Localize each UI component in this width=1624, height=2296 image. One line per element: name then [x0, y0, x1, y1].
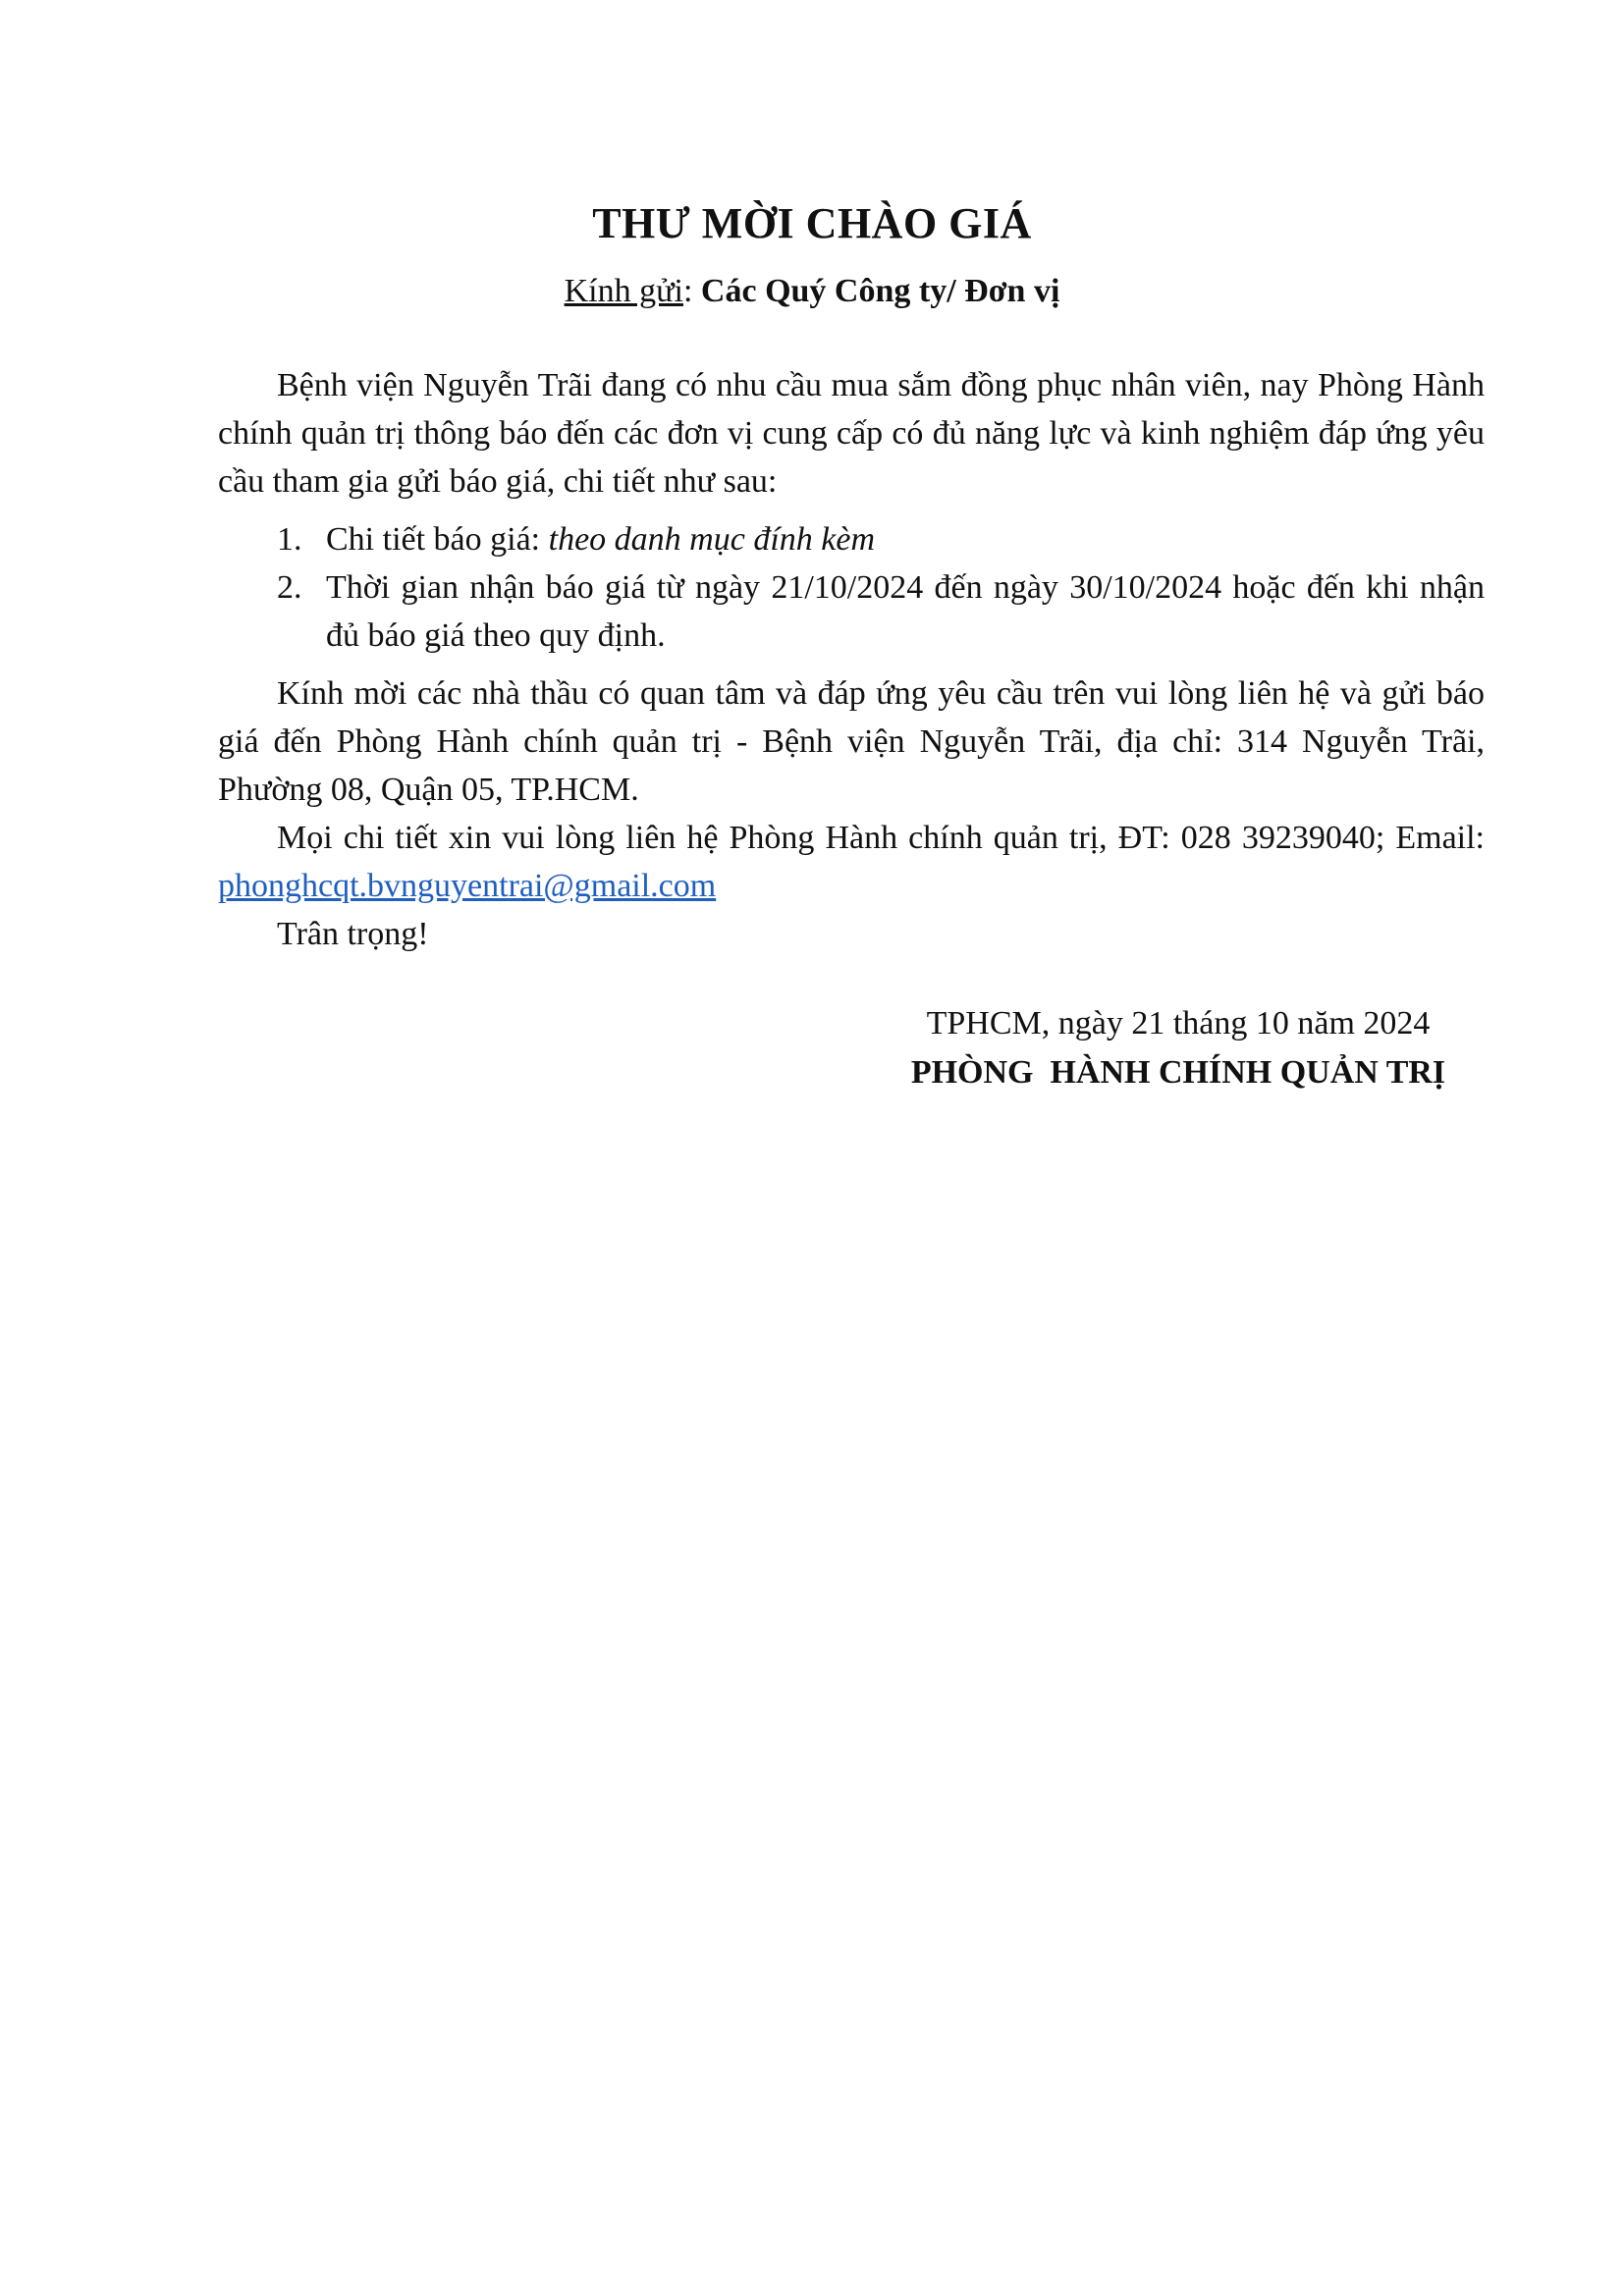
list-item-number: 2. [277, 569, 302, 606]
salutation-recipient: Các Quý Công ty/ Đơn vị [700, 273, 1060, 309]
email-link[interactable]: phonghcqt.bvnguyentrai@gmail.com [218, 868, 717, 904]
signature-department: PHÒNG HÀNH CHÍNH QUẢN TRỊ [910, 1054, 1446, 1091]
list-item [218, 515, 1485, 563]
salutation-label: Kính gửi [564, 273, 683, 309]
contact-paragraph [218, 814, 1485, 910]
letter-body [218, 361, 1485, 958]
contact-text: Mọi chi tiết xin vui lòng liên hệ Phòng Hành chính quản trị, ĐT: 028 39239040; Email: [277, 820, 1485, 856]
closing-line: Trân trọng! [277, 916, 429, 952]
list-item-text: Thời gian nhận báo giá từ ngày 21/10/2024 đến ngày 30/10/2024 hoặc đến khi nhận đủ báo giá theo quy định. [326, 569, 1485, 654]
signature-date: TPHCM, ngày 21 tháng 10 năm 2024 [926, 1005, 1431, 1041]
salutation [0, 270, 1624, 313]
intro-paragraph: Bệnh viện Nguyễn Trãi đang có nhu cầu mua sắm đồng phục nhân viên, nay Phòng Hành chính quản trị thông báo đến các đơn vị cung cấp có đủ năng lực và kinh nghiệm đáp ứng yêu cầu tham gia gửi báo giá, chi tiết như sau: [218, 367, 1485, 500]
signature-block [874, 999, 1483, 1097]
salutation-separator: : [682, 273, 701, 309]
detail-list [218, 515, 1485, 660]
list-item-emphasis: theo danh mục đính kèm [548, 521, 876, 558]
list-item-text: Chi tiết báo giá: [326, 521, 549, 558]
invitation-paragraph: Kính mời các nhà thầu có quan tâm và đáp ứng yêu cầu trên vui lòng liên hệ và gửi báo giá đến Phòng Hành chính quản trị - Bệnh viện Nguyễn Trãi, địa chỉ: 314 Nguyễn Trãi, Phường 08, Quận 05, TP.HCM. [218, 675, 1485, 808]
list-item [218, 563, 1485, 660]
document-title: THƯ MỜI CHÀO GIÁ [592, 199, 1032, 247]
list-item-number: 1. [277, 521, 302, 558]
